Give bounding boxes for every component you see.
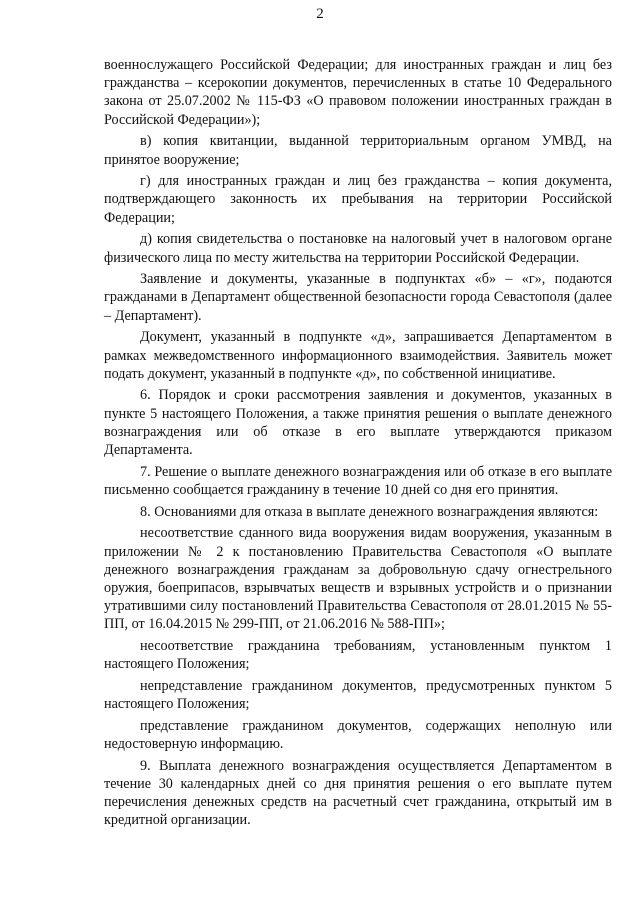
paragraph: непредставление гражданином документов, предусмотренных пунктом 5 настоящего Положения; [104,678,612,713]
paragraph: несоответствие гражданина требованиям, установленным пунктом 1 настоящего Положения; [104,638,612,673]
paragraph: несоответствие сданного вида вооружения видам вооружения, указанным в приложении № 2 к постановлению Правительства Севастополя «О выплате денежного вознаграждения гражданам за добровольную сдачу огнестрельного оружия, боеприпасов, взрывчатых веществ и взрывных устройств и о признании утратившими силу постановлений Правительства Севастополя от 28.01.2015 № 55-ПП, от 16.04.2015 № 299-ПП, от 21.06.2016 № 588-ПП»; [104,525,612,633]
document-body [104,56,612,833]
paragraph: 6. Порядок и сроки рассмотрения заявления и документов, указанных в пункте 5 настоящего Положения, а также принятия решения о выплате денежного вознаграждения или об отказе в его выплате утверждаются приказом Департамента. [104,387,612,459]
paragraph: Документ, указанный в подпункте «д», запрашивается Департаментом в рамках межведомственного информационного взаимодействия. Заявитель может подать документ, указанный в подпункте «д», по собственной инициативе. [104,329,612,382]
paragraph: 9. Выплата денежного вознаграждения осуществляется Департаментом в течение 30 календарных дней со дня принятия решения о его выплате путем перечисления денежных средств на расчетный счет гражданина, открытый им в кредитной организации. [104,757,612,829]
paragraph: 7. Решение о выплате денежного вознаграждения или об отказе в его выплате письменно сообщается гражданину в течение 10 дней со дня его принятия. [104,463,612,498]
paragraph: военнослужащего Российской Федерации; для иностранных граждан и лиц без гражданства – ксерокопии документов, перечисленных в статье 10 Федерального закона от 25.07.2002 № 115-ФЗ «О правовом положении иностранных граждан в Российской Федерации»); [104,57,612,128]
paragraph: в) копия квитанции, выданной территориальным органом УМВД, на принятое вооружение; [104,133,612,168]
paragraph: 8. Основаниями для отказа в выплате денежного вознаграждения являются: [140,503,599,520]
paragraph: г) для иностранных граждан и лиц без гражданства – копия документа, подтверждающего законность их пребывания на территории Российской Федерации; [104,173,612,226]
paragraph: Заявление и документы, указанные в подпунктах «б» – «г», подаются гражданами в Департамент общественной безопасности города Севастополя (далее – Департамент). [104,271,612,324]
paragraph: д) копия свидетельства о постановке на налоговый учет в налоговом органе физического лица по месту жительства на территории Российской Федерации. [104,231,612,266]
page-number: 2 [316,6,324,22]
paragraph: представление гражданином документов, содержащих неполную или недостоверную информацию. [104,717,612,753]
